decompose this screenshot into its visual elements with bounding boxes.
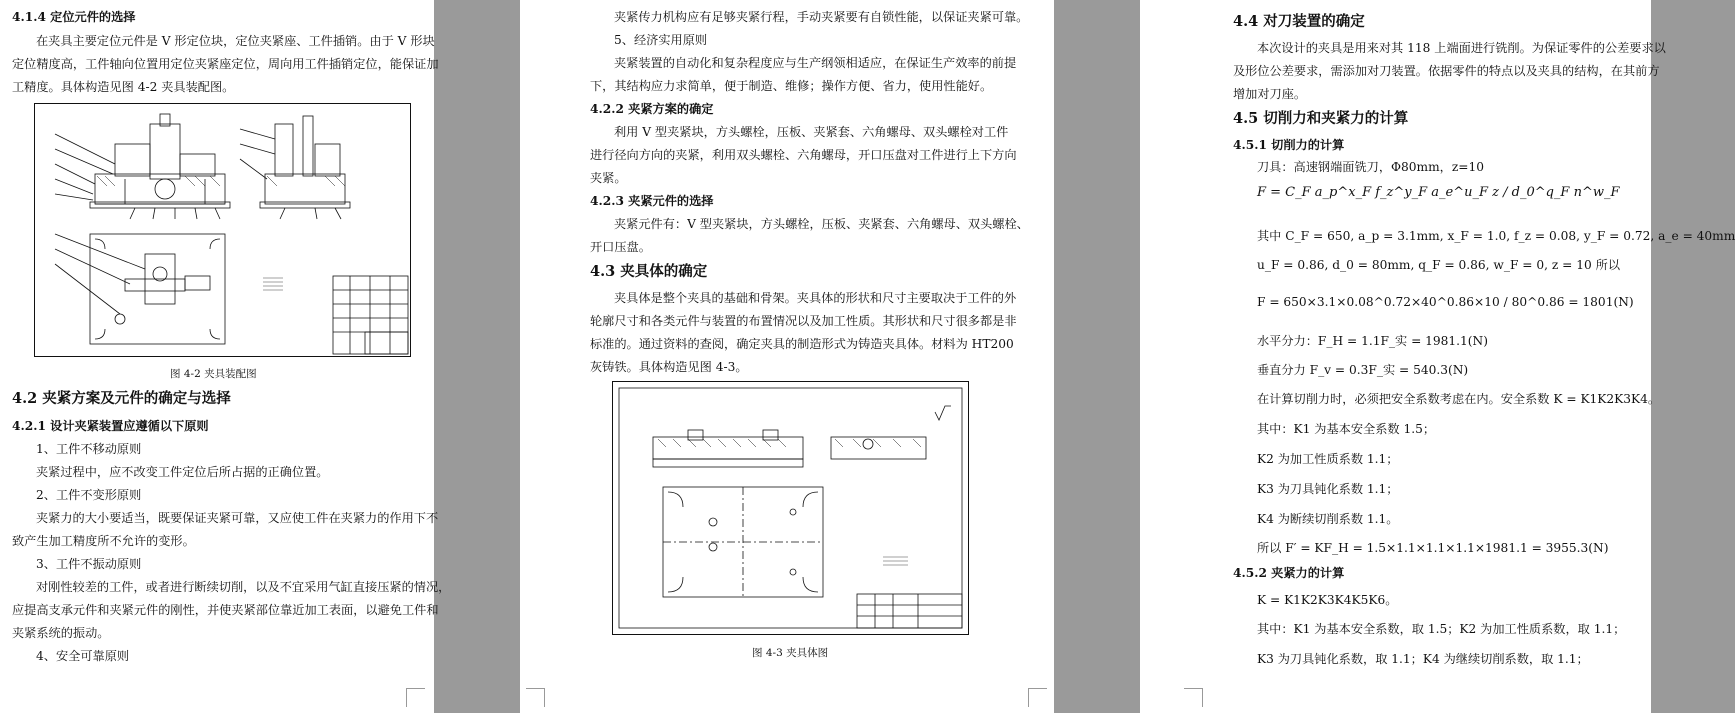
paragraph-line: 夹紧。 (590, 171, 627, 185)
paragraph-line: 所以 F′ = KF_H = 1.5×1.1×1.1×1.1×1981.1 = 3955.3(N) (1257, 541, 1609, 555)
formula-line: F = 650×3.1×0.08^0.72×40^0.86×10 / 80^0.86 = 1801(N) (1257, 295, 1634, 309)
page-corner-mark (1028, 688, 1047, 707)
paragraph-line: K = K1K2K3K4K5K6。 (1257, 593, 1398, 607)
paragraph-line: K4 为断续切削系数 1.1。 (1257, 512, 1399, 526)
paragraph-line: 5、经济实用原则 (614, 33, 708, 47)
paragraph-line: 3、工件不振动原则 (36, 557, 142, 571)
section-heading-4-5-2: 4.5.2 夹紧力的计算 (1233, 566, 1345, 580)
paragraph-line: 轮廓尺寸和各类元件与装置的布置情况以及加工性质。其形状和尺寸很多都是非 (590, 314, 1017, 328)
section-heading-4-2-1: 4.2.1 设计夹紧装置应遵循以下原则 (12, 419, 209, 433)
paragraph-line: 灰铸铁。具体构造见图 4-3。 (590, 360, 748, 374)
paragraph-line: 其中：K1 为基本安全系数 1.5； (1257, 422, 1436, 436)
section-heading-4-1-4: 4.1.4 定位元件的选择 (12, 10, 136, 24)
paragraph-line: 1、工件不移动原则 (36, 442, 142, 456)
paragraph-line: 定位精度高，工件轴向位置用定位夹紧座定位，周向用工件插销定位，能保证加 (12, 57, 439, 71)
paragraph-line: K3 为刀具钝化系数，取 1.1；K4 为继续切削系数，取 1.1； (1257, 652, 1589, 666)
paragraph-line: 工精度。具体构造见图 4-2 夹具装配图。 (12, 80, 235, 94)
paragraph-line: 刀具：高速钢端面铣刀，Φ80mm，z=10 (1257, 160, 1485, 174)
section-heading-4-5-1: 4.5.1 切削力的计算 (1233, 138, 1345, 152)
paragraph-line: 应提高支承元件和夹紧元件的刚性，并使夹紧部位靠近加工表面，以避免工件和 (12, 603, 439, 617)
paragraph-line: 夹紧元件有：V 型夹紧块，方头螺栓，压板、夹紧套、六角螺母、双头螺栓、 (614, 217, 1029, 231)
paragraph-line: 夹紧力的大小要适当，既要保证夹紧可靠，又应使工件在夹紧力的作用下不 (36, 511, 439, 525)
paragraph-line: 其中 C_F = 650, a_p = 3.1mm, x_F = 1.0, f_z = 0.08, y_F = 0.72, a_e = 40mm (1257, 229, 1735, 243)
figure-4-2-assembly-drawing (34, 103, 411, 357)
paragraph-line: 夹紧系统的振动。 (12, 626, 110, 640)
paragraph-line: 下，其结构应力求简单，便于制造、维修；操作方便、省力，使用性能好。 (590, 79, 993, 93)
paragraph-line: 4、安全可靠原则 (36, 649, 130, 663)
paragraph-line: 本次设计的夹具是用来对其 118 上端面进行铣削。为保证零件的公差要求以 (1257, 41, 1666, 55)
paragraph-line: 夹紧过程中，应不改变工件定位后所占据的正确位置。 (36, 465, 329, 479)
paragraph-line: K2 为加工性质系数 1.1； (1257, 452, 1399, 466)
section-heading-4-5: 4.5 切削力和夹紧力的计算 (1233, 110, 1409, 127)
section-heading-4-2-3: 4.2.3 夹紧元件的选择 (590, 194, 714, 208)
page-corner-mark (526, 688, 545, 707)
figure-4-3-fixture-body-drawing (612, 381, 969, 635)
cutting-force-formula: F = C_F a_p^x_F f_z^y_F a_e^u_F z / d_0^q_F n^w_F (1257, 185, 1620, 200)
section-heading-4-4: 4.4 对刀装置的确定 (1233, 13, 1365, 30)
paragraph-line: 夹具体是整个夹具的基础和骨架。夹具体的形状和尺寸主要取决于工件的外 (614, 291, 1017, 305)
page-corner-mark (406, 688, 425, 707)
paragraph-line: 开口压盘。 (590, 240, 651, 254)
section-heading-4-2-2: 4.2.2 夹紧方案的确定 (590, 102, 714, 116)
paragraph-line: 对刚性较差的工件，或者进行断续切削，以及不宜采用气缸直接压紧的情况， (36, 580, 451, 594)
paragraph-line: u_F = 0.86, d_0 = 80mm, q_F = 0.86, w_F = 0, z = 10 所以 (1257, 258, 1621, 272)
paragraph-line: 其中：K1 为基本安全系数，取 1.5；K2 为加工性质系数，取 1.1； (1257, 622, 1626, 636)
document-page-1 (0, 0, 451, 713)
paragraph-line: 进行径向方向的夹紧，利用双头螺栓、六角螺母，开口压盘对工件进行上下方向 (590, 148, 1017, 162)
figure-caption-4-3: 图 4-3 夹具体图 (752, 647, 829, 659)
paragraph-line: 利用 V 型夹紧块，方头螺栓，压板、夹紧套、六角螺母、双头螺栓对工件 (614, 125, 1009, 139)
section-heading-4-2: 4.2 夹紧方案及元件的确定与选择 (12, 390, 231, 407)
paragraph-line: 及形位公差要求，需添加对刀装置。依据零件的特点以及夹具的结构，在其前方 (1233, 64, 1660, 78)
paragraph-line: 致产生加工精度所不允许的变形。 (12, 534, 195, 548)
paragraph-line: 在计算切削力时，必须把安全系数考虑在内。安全系数 K = K1K2K3K4。 (1257, 392, 1661, 406)
figure-caption-4-2: 图 4-2 夹具装配图 (170, 368, 257, 380)
paragraph-line: 夹紧传力机构应有足够夹紧行程，手动夹紧要有自锁性能，以保证夹紧可靠。 (614, 10, 1029, 24)
document-page-3 (1140, 0, 1735, 713)
paragraph-line: 水平分力：F_H = 1.1F_实 = 1981.1(N) (1257, 334, 1488, 348)
paragraph-line: K3 为刀具钝化系数 1.1； (1257, 482, 1399, 496)
paragraph-line: 标准的。通过资料的查阅，确定夹具的制造形式为铸造夹具体。材料为 HT200 (590, 337, 1014, 351)
paragraph-line: 垂直分力 F_v = 0.3F_实 = 540.3(N) (1257, 363, 1469, 377)
paragraph-line: 在夹具主要定位元件是 V 形定位块，定位夹紧座、工件插销。由于 V 形块 (36, 34, 435, 48)
section-heading-4-3: 4.3 夹具体的确定 (590, 263, 708, 280)
paragraph-line: 夹紧装置的自动化和复杂程度应与生产纲领相适应，在保证生产效率的前提 (614, 56, 1017, 70)
paragraph-line: 2、工件不变形原则 (36, 488, 142, 502)
document-page-2 (520, 0, 1054, 713)
paragraph-line: 增加对刀座。 (1233, 87, 1307, 101)
page-corner-mark (1184, 688, 1203, 707)
